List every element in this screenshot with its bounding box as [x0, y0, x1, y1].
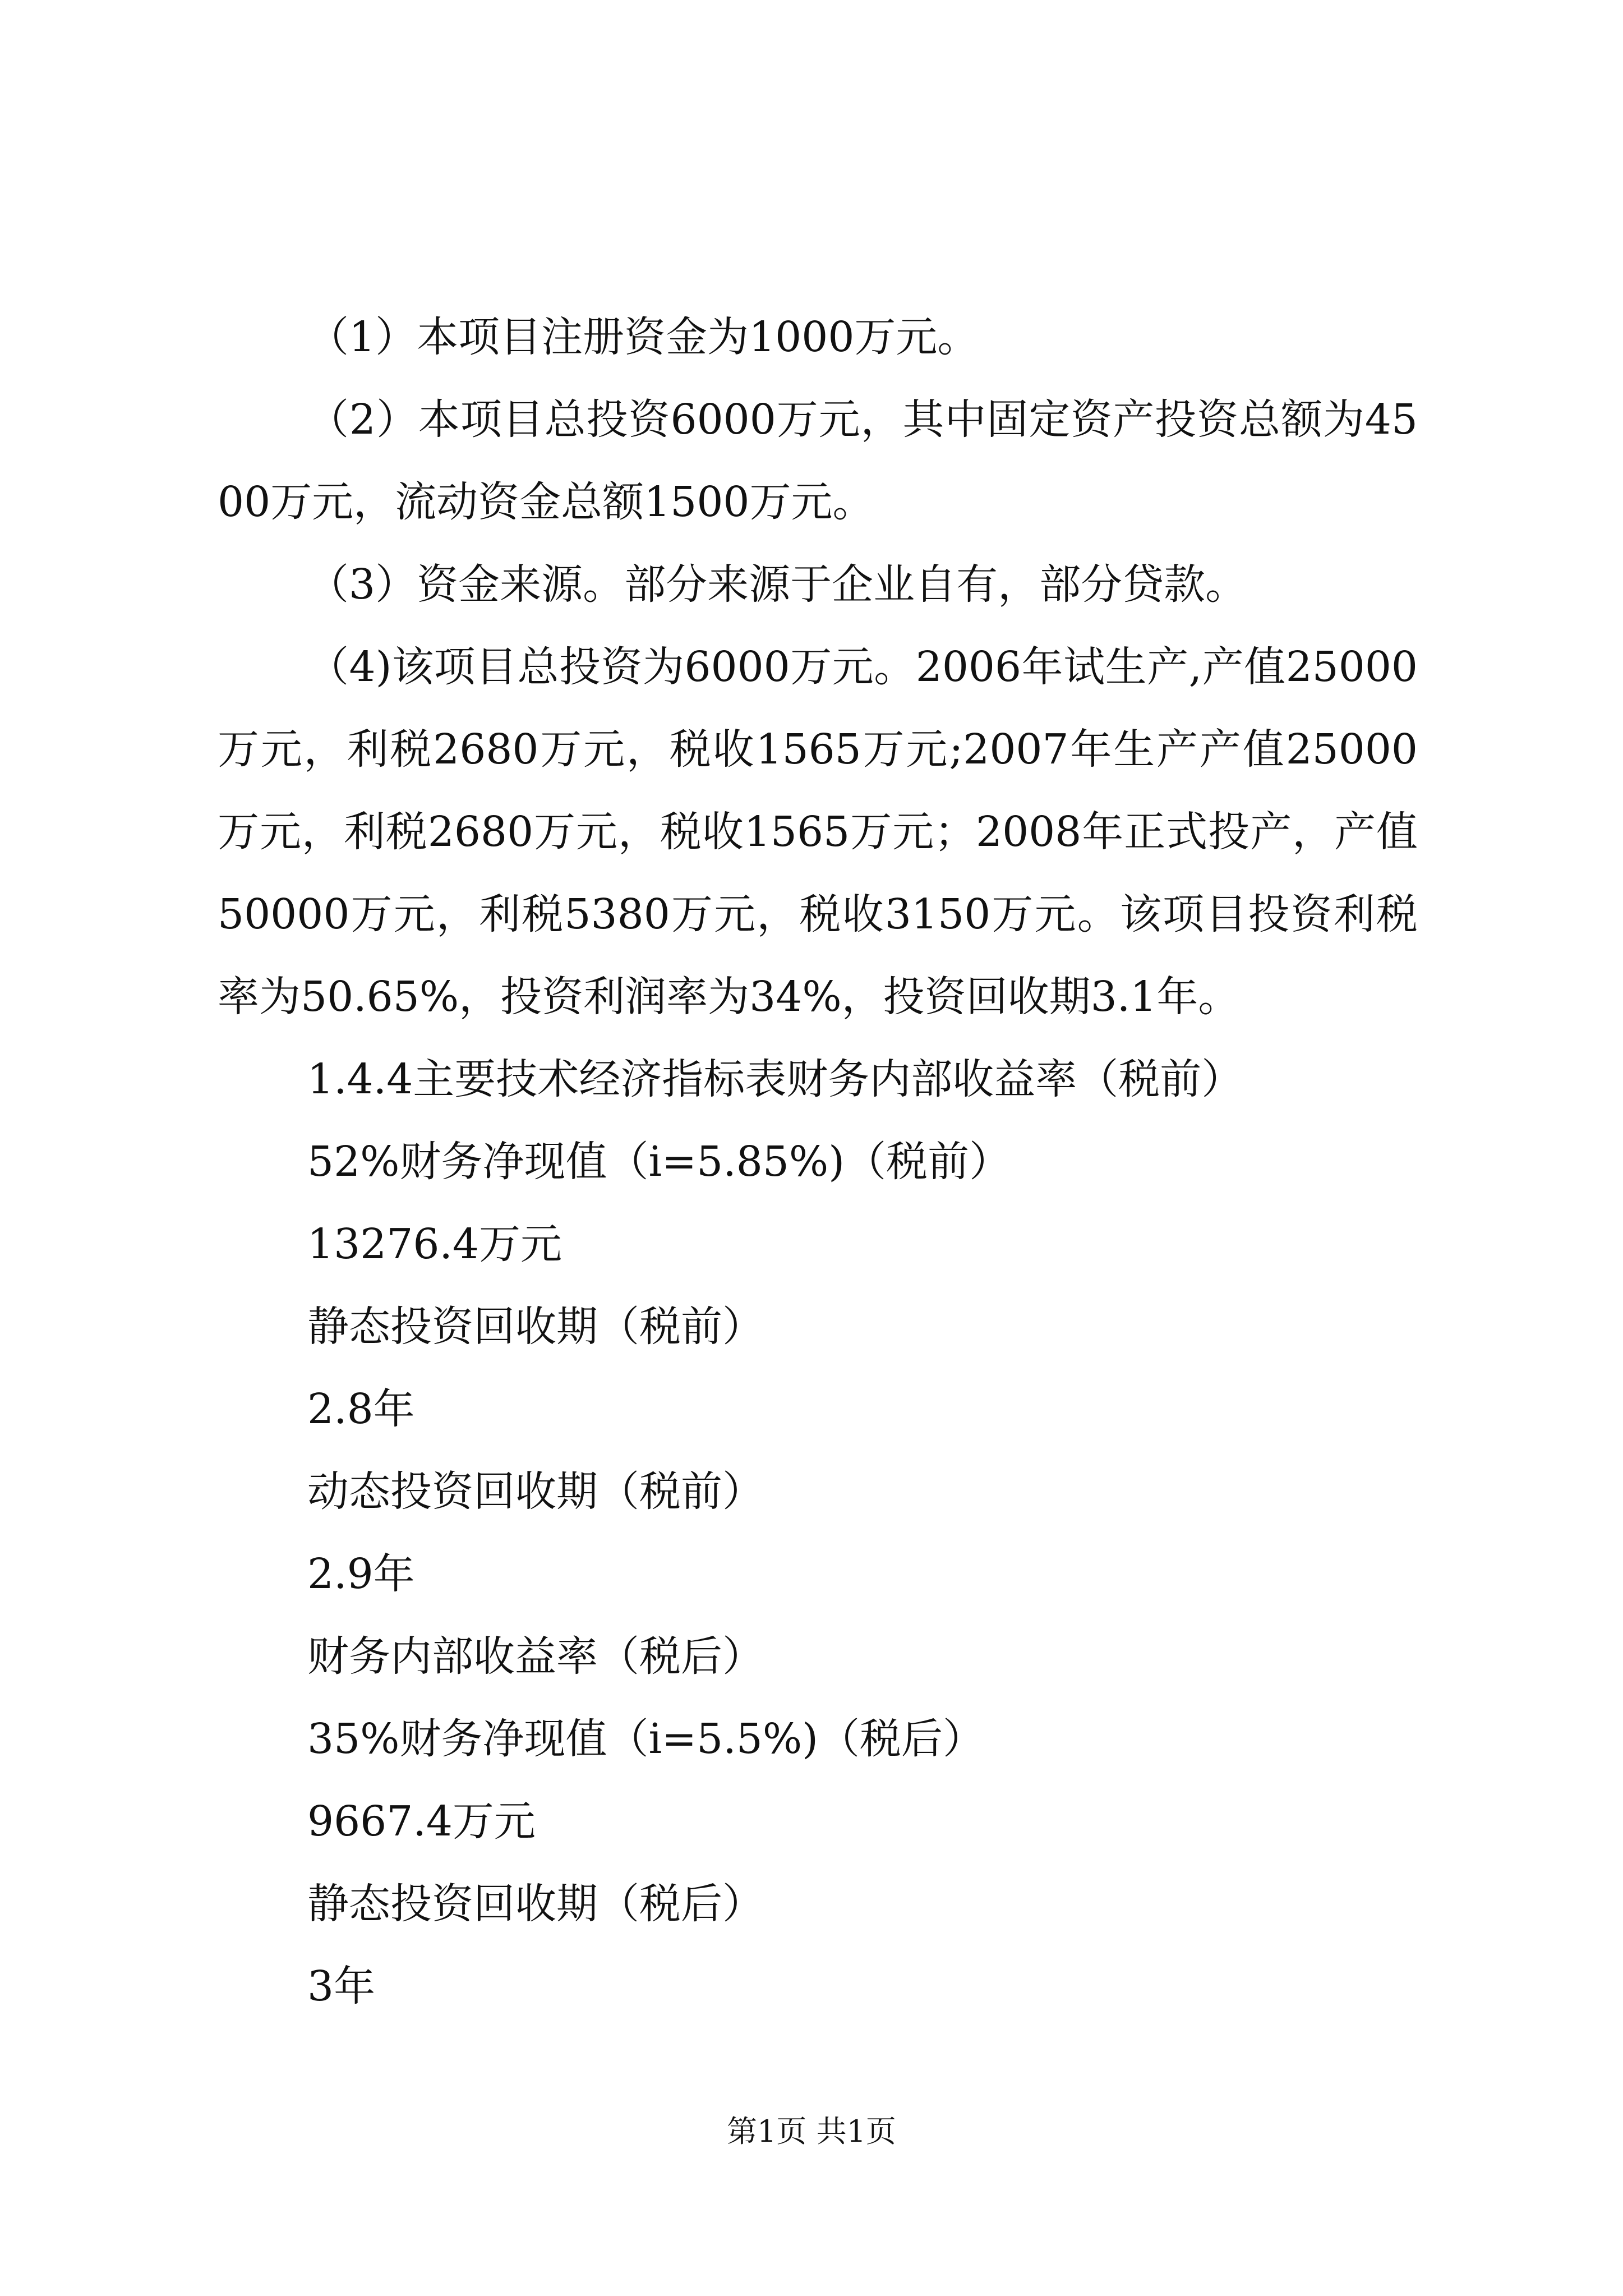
indicator-line: 财务内部收益率（税后）: [307, 1632, 764, 1681]
indicator-line: 2.9年: [307, 1550, 415, 1598]
paragraph-total-investment: （2）本项目总投资6000万元，其中固定资产投资总额为4500万元，流动资金总额1500万元。: [218, 395, 1418, 526]
indicator-line: 1.4.4主要技术经济指标表财务内部收益率（税前）: [307, 1055, 1243, 1103]
indicator-line: 35%财务净现值（i=5.5%)（税后）: [307, 1715, 985, 1763]
indicator-line: 2.8年: [307, 1385, 415, 1433]
indicator-line: 静态投资回收期（税后）: [307, 1880, 764, 1928]
document-body: [218, 296, 1418, 2028]
indicator-line: 13276.4万元: [307, 1220, 562, 1268]
indicator-line: 9667.4万元: [307, 1797, 536, 1846]
indicator-line: 3年: [307, 1962, 376, 2010]
paragraph-production-output: （4)该项目总投资为6000万元。2006年试生产,产值25000万元，利税2680万元，税收1565万元;2007年生产产值25000万元，利税2680万元，税收1565万元；2008年正式投产，产值50000万元，利税5380万元，税收3150万元。该项目投资利税率为50.65%，投资利润率为34%，投资回收期3.1年。: [218, 643, 1418, 1021]
indicator-line: 52%财务净现值（i=5.85%)（税前）: [307, 1138, 1011, 1186]
paragraph-registered-capital: （1）本项目注册资金为1000万元。: [307, 313, 979, 361]
indicator-line: 静态投资回收期（税前）: [307, 1303, 764, 1351]
page-footer: 第1页 共1页: [727, 2114, 896, 2149]
indicator-line: 动态投资回收期（税前）: [307, 1467, 764, 1516]
paragraph-funding-source: （3）资金来源。部分来源于企业自有，部分贷款。: [307, 560, 1247, 609]
